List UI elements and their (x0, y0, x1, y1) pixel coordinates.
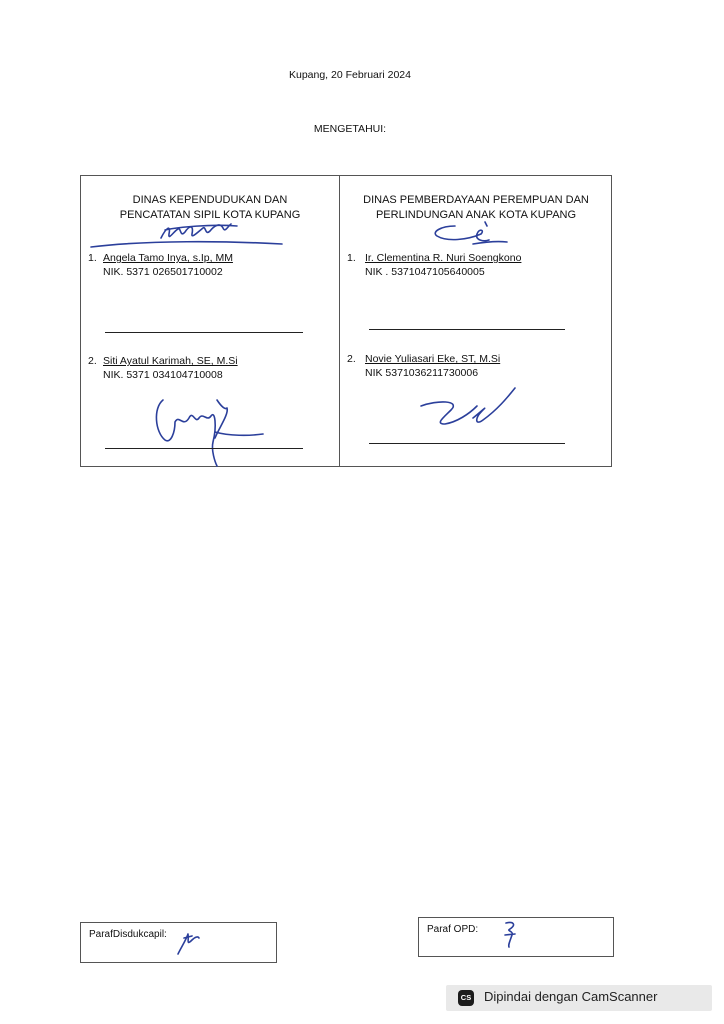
right-signature-line-1 (369, 329, 565, 330)
left-signatory-1-nik: NIK. 5371 026501710002 (103, 266, 223, 278)
signature-table (80, 175, 612, 467)
right-institution-line2: PERLINDUNGAN ANAK KOTA KUPANG (375, 209, 577, 221)
left-institution-line2: PENCATATAN SIPIL KOTA KUPANG (119, 209, 301, 221)
camscanner-text: Dipindai dengan CamScanner (484, 989, 658, 1004)
right-signatory-1-nik: NIK . 5371047105640005 (365, 266, 485, 278)
document-date: Kupang, 20 Februari 2024 (288, 69, 411, 81)
paraf-disdukcapil-label: ParafDisdukcapil: (89, 929, 167, 940)
left-signatory-2-number: 2. (88, 355, 97, 367)
left-signatory-1-number: 1. (88, 252, 97, 264)
left-signatory-2-name: Siti Ayatul Karimah, SE, M.Si (103, 355, 238, 367)
signature-2-right (417, 384, 527, 444)
left-signature-line-2 (105, 448, 303, 449)
paraf-opd-initial (500, 919, 522, 949)
left-institution-line1: DINAS KEPENDUDUKAN DAN (132, 194, 288, 206)
right-signatory-2-number: 2. (347, 353, 356, 365)
right-institution-line1: DINAS PEMBERDAYAAN PEREMPUAN DAN (363, 194, 589, 206)
right-signatory-1-number: 1. (347, 252, 356, 264)
paraf-disdukcapil-initial (172, 928, 202, 958)
right-signatory-2-nik: NIK 5371036211730006 (365, 367, 479, 379)
acknowledge-heading: MENGETAHUI: (313, 123, 387, 135)
camscanner-logo-icon: CS (458, 990, 474, 1006)
left-signatory-2-nik: NIK. 5371 034104710008 (103, 369, 223, 381)
left-signature-line-1 (105, 332, 303, 333)
right-signatory-1-name: Ir. Clementina R. Nuri Soengkono (365, 252, 522, 264)
left-signatory-1-name: Angela Tamo Inya, s.Ip, MM (103, 252, 233, 264)
signature-1-left (87, 214, 317, 250)
signature-1-right (427, 218, 527, 250)
right-signatory-2-name: Novie Yuliasari Eke, ST, M.Si (365, 353, 501, 365)
signature-2-left (145, 388, 265, 468)
paraf-opd-label: Paraf OPD: (427, 924, 479, 935)
right-signature-line-2 (369, 443, 565, 444)
